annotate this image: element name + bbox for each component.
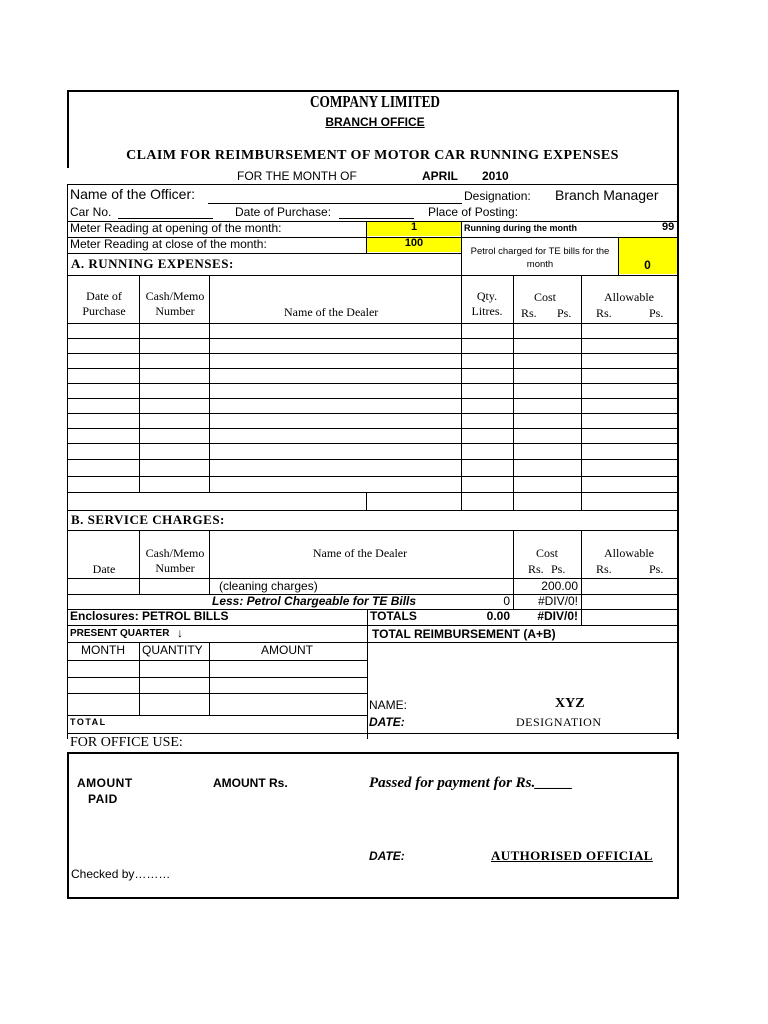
designation-label: Designation: [464, 189, 531, 203]
line [367, 609, 368, 739]
meter-close-label: Meter Reading at close of the month: [70, 237, 267, 251]
running-label: Running during the month [464, 223, 577, 233]
name-value: XYZ [555, 696, 585, 711]
b-cost-ps: Ps. [551, 562, 566, 576]
petrol-te-label: Petrol charged for TE bills for the month [470, 246, 610, 270]
date-label: DATE: [369, 715, 405, 729]
meter-close-value: 100 [404, 237, 424, 249]
grid-row-line [67, 459, 678, 460]
b-col-cash-memo: Cash/Memo Number [145, 546, 205, 575]
grid-row-line [67, 338, 678, 339]
down-arrow-icon: ↓ [177, 626, 183, 640]
line [67, 625, 678, 626]
grid-col-line [513, 492, 514, 510]
b-col-allowable: Allowable [604, 546, 654, 560]
totals-value: #DIV/0! [537, 609, 578, 623]
branch-office: BRANCH OFFICE [325, 115, 425, 129]
col-qty-litres: Qty. Litres. [471, 289, 503, 318]
grid-col-line [366, 492, 367, 510]
b-col-date: Date [92, 562, 116, 576]
col-dealer: Name of the Dealer [284, 305, 379, 319]
passed-for-payment: Passed for payment for Rs._____ [369, 775, 573, 791]
grid-row-line [67, 492, 678, 493]
line [67, 733, 679, 734]
month-label: FOR THE MONTH OF [237, 169, 357, 183]
meter-open-value: 1 [410, 221, 418, 233]
amount-rs: AMOUNT Rs. [213, 776, 288, 790]
allow-ps: Ps. [649, 306, 664, 320]
place-posting-label: Place of Posting: [428, 205, 519, 219]
col-month: MONTH [81, 643, 125, 657]
line [461, 221, 462, 275]
checked-by: Checked by……… [71, 867, 171, 881]
line [618, 238, 619, 275]
col-cash-memo: Cash/Memo Number [145, 289, 205, 318]
line [67, 253, 461, 254]
col-amount: AMOUNT [261, 643, 313, 657]
grid-row-line [67, 353, 678, 354]
petrol-te-value: 0 [644, 258, 651, 272]
year-value: 2010 [482, 169, 509, 183]
grid-col-line [677, 275, 678, 492]
meter-open-label: Meter Reading at opening of the month: [70, 221, 282, 235]
car-no-label: Car No. [70, 205, 112, 219]
cleaning-value: 200.00 [541, 579, 578, 593]
designation-value: Branch Manager [555, 187, 659, 203]
line [677, 752, 679, 899]
b-allow-rs: Rs. [596, 562, 612, 576]
month-value: APRIL [422, 169, 458, 183]
grid-row-line [67, 398, 678, 399]
line [67, 693, 367, 694]
company-name: COMPANY LIMITED [309, 92, 441, 111]
line [513, 530, 514, 609]
totals-qty: 0.00 [486, 609, 510, 623]
grid-row-line [67, 368, 678, 369]
line [209, 642, 210, 715]
b-col-cost: Cost [536, 546, 559, 560]
grid-row-line [67, 476, 678, 477]
line [67, 578, 678, 579]
claim-title: CLAIM FOR REIMBURSEMENT OF MOTOR CAR RUNNING EXPENSES [126, 148, 619, 163]
grid-col-line [461, 275, 462, 492]
b-col-dealer: Name of the Dealer [312, 546, 408, 560]
amount-paid-2: PAID [88, 792, 118, 806]
car-no-line [118, 218, 213, 219]
cost-rs: Rs. [521, 306, 537, 320]
running-value: 99 [662, 221, 675, 233]
grid-col-line [581, 275, 582, 492]
grid-row-line [67, 443, 678, 444]
officer-name-line [208, 203, 462, 204]
totals-label: TOTALS [370, 609, 417, 623]
grid-col-line [67, 275, 68, 492]
b-cost-rs: Rs. [528, 562, 544, 576]
less-value: #DIV/0! [537, 594, 578, 608]
less-label: Less: Petrol Chargeable for TE Bills [212, 594, 417, 608]
name-label: NAME: [369, 698, 408, 712]
present-quarter-label: PRESENT QUARTER [70, 628, 170, 639]
grid-row-line [67, 275, 678, 276]
designation-caption: DESIGNATION [516, 715, 602, 729]
line [67, 715, 367, 716]
cleaning-label: (cleaning charges) [219, 579, 318, 593]
office-use-title: FOR OFFICE USE: [70, 735, 183, 750]
amount-paid-1: AMOUNT [77, 776, 133, 790]
office-date-label: DATE: [369, 849, 405, 863]
grid-row-line [67, 323, 678, 324]
line [67, 677, 367, 678]
section-a-title: A. RUNNING EXPENSES: [71, 256, 234, 271]
line [581, 530, 582, 625]
line [67, 660, 367, 661]
line [67, 897, 679, 899]
authorised-official: AUTHORISED OFFICIAL [491, 848, 653, 863]
less-qty: 0 [503, 594, 510, 608]
line [139, 642, 140, 715]
section-b-title: B. SERVICE CHARGES: [71, 512, 225, 527]
date-purchase-label: Date of Purchase: [235, 205, 332, 219]
b-allow-ps: Ps. [649, 562, 664, 576]
grid-col-line [461, 492, 462, 510]
officer-name-label: Name of the Officer: [70, 186, 196, 202]
date-purchase-line [339, 218, 414, 219]
enclosures: Enclosures: PETROL BILLS [70, 609, 229, 623]
line [67, 184, 678, 185]
frame-left-top [67, 90, 69, 168]
line [67, 510, 678, 511]
grid-row-line [67, 428, 678, 429]
col-date-purchase: Date of Purchase [82, 289, 126, 318]
cost-ps: Ps. [557, 306, 572, 320]
line [366, 221, 367, 253]
line [67, 530, 678, 531]
allow-rs: Rs. [596, 306, 612, 320]
grid-row-line [67, 413, 678, 414]
col-allowable: Allowable [604, 290, 654, 304]
grid-col-line [513, 275, 514, 492]
line [67, 752, 69, 899]
total-label: TOTAL [70, 717, 107, 727]
total-reimbursement-label: TOTAL REIMBURSEMENT (A+B) [372, 627, 556, 641]
line [67, 752, 679, 754]
col-cost: Cost [534, 290, 557, 304]
grid-row-line [67, 383, 678, 384]
grid-col-line [581, 492, 582, 510]
col-quantity: QUANTITY [142, 643, 203, 657]
